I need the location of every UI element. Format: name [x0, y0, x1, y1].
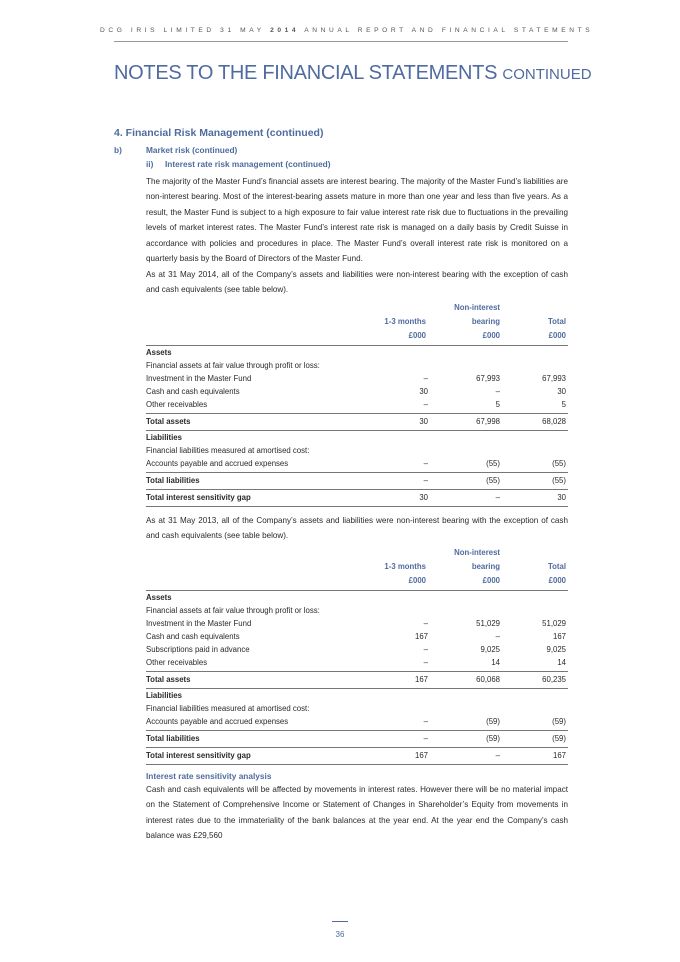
assets-subheading: Financial assets at fair value through profit or loss: — [146, 606, 320, 615]
table-row: Cash and cash equivalents 167 – 167 — [146, 632, 566, 641]
paragraph-sensitivity: Cash and cash equivalents will be affected by movements in interest rates. However there will be no material impact on the Statement of Comprehensive Income or Statement of Changes in Shareholder’s Equity from movements in interest rates due to the immateriality of the bank balances at the year end. At the year end the Company’s cash balance was £29,560 — [146, 785, 568, 841]
liabilities-heading: Liabilities — [146, 433, 182, 442]
col-non-interest-header — [420, 301, 500, 343]
paragraph-interest-risk: The majority of the Master Fund’s financial assets are interest bearing. The majority of the Master Fund’s liabilities are non-interest bearing. Most of the interest-bearing assets mature in more than one year and less than five years. As a result, the Master Fund is subject to a high exposure to fair value interest rate risk due to fluctuations in the prevailing levels of market interest rates. The Master Fund’s interest rate risk is managed on a daily basis by Credit Suisse in accordance with policies and procedures in place. The Master Fund’s overall interest rate risk is monitored on a quarterly basis by the Board of Directors of the Master Fund. — [146, 177, 568, 264]
header-divider — [114, 41, 568, 42]
section-heading: 4. Financial Risk Management (continued) — [114, 127, 324, 139]
table-row: Subscriptions paid in advance – 9,025 9,025 — [146, 645, 566, 654]
page-title-main: NOTES TO THE FINANCIAL STATEMENTS — [114, 62, 498, 84]
col-1-unit: £000 — [408, 331, 426, 340]
table-row: Accounts payable and accrued expenses – (55) (55) — [146, 459, 566, 468]
assets-subheading: Financial assets at fair value through profit or loss: — [146, 361, 320, 370]
page-title — [114, 62, 592, 85]
table-row: Investment in the Master Fund – 67,993 67,993 — [146, 374, 566, 383]
col-non-interest-header — [420, 546, 500, 588]
total-assets-row: Total assets 167 60,068 60,235 — [146, 675, 566, 684]
col-2-label-line2: bearing — [471, 562, 500, 571]
table-row: Other receivables – 14 14 — [146, 658, 566, 667]
col-2-label-line1: Non-interest — [454, 548, 500, 557]
subsection-ii-marker: ii) — [146, 159, 154, 169]
running-header-rest: ANNUAL REPORT AND FINANCIAL STATEMENTS — [304, 27, 594, 34]
footer-divider — [332, 921, 348, 922]
paragraph-2013-intro: As at 31 May 2013, all of the Company’s assets and liabilities were non-interest bearing with the exception of cash and cash equivalents (see table below). — [146, 516, 568, 541]
table-2013 — [146, 546, 568, 765]
assets-heading: Assets — [146, 348, 172, 357]
total-liabilities-row: Total liabilities – (55) (55) — [146, 476, 566, 485]
col-1-3months-header — [346, 560, 426, 588]
liabilities-heading: Liabilities — [146, 691, 182, 700]
col-2-unit: £000 — [482, 331, 500, 340]
page-title-continued: CONTINUED — [502, 66, 592, 83]
interest-gap-row: Total interest sensitivity gap 167 – 167 — [146, 751, 566, 760]
col-2-label-line1: Non-interest — [454, 303, 500, 312]
table-row: Other receivables – 5 5 — [146, 400, 566, 409]
liabilities-subheading: Financial liabilities measured at amortised cost: — [146, 446, 310, 455]
col-total-header — [506, 315, 566, 343]
col-3-unit: £000 — [548, 576, 566, 585]
subsection-b-title: Market risk (continued) — [146, 145, 238, 155]
assets-heading: Assets — [146, 593, 172, 602]
liabilities-subheading: Financial liabilities measured at amortised cost: — [146, 704, 310, 713]
col-2-label-line2: bearing — [471, 317, 500, 326]
col-3-label: Total — [547, 317, 566, 326]
sensitivity-heading: Interest rate sensitivity analysis — [146, 771, 272, 781]
col-1-unit: £000 — [408, 576, 426, 585]
interest-gap-row: Total interest sensitivity gap 30 – 30 — [146, 493, 566, 502]
col-2-unit: £000 — [482, 576, 500, 585]
running-header — [100, 27, 594, 34]
table-row: Investment in the Master Fund – 51,029 51,029 — [146, 619, 566, 628]
paragraph-2014-intro: As at 31 May 2014, all of the Company’s assets and liabilities were non-interest bearing with the exception of cash and cash equivalents (see table below). — [146, 270, 568, 295]
col-1-label: 1-3 months — [384, 562, 426, 571]
total-liabilities-row: Total liabilities – (59) (59) — [146, 734, 566, 743]
col-1-3months-header — [346, 315, 426, 343]
col-1-label: 1-3 months — [384, 317, 426, 326]
subsection-b-marker: b) — [114, 145, 122, 155]
table-2014 — [146, 301, 568, 507]
col-3-label: Total — [547, 562, 566, 571]
total-assets-row: Total assets 30 67,998 68,028 — [146, 417, 566, 426]
page-number: 36 — [335, 930, 345, 939]
table-2014-header — [146, 301, 568, 343]
table-2013-header — [146, 546, 568, 588]
table-row: Cash and cash equivalents 30 – 30 — [146, 387, 566, 396]
subsection-ii-title: Interest rate risk management (continued) — [165, 159, 331, 169]
table-row: Accounts payable and accrued expenses – (59) (59) — [146, 717, 566, 726]
running-header-year: 2014 — [270, 27, 300, 34]
col-3-unit: £000 — [548, 331, 566, 340]
running-header-light: DCG IRIS LIMITED 31 MAY — [100, 27, 265, 34]
col-total-header — [506, 560, 566, 588]
